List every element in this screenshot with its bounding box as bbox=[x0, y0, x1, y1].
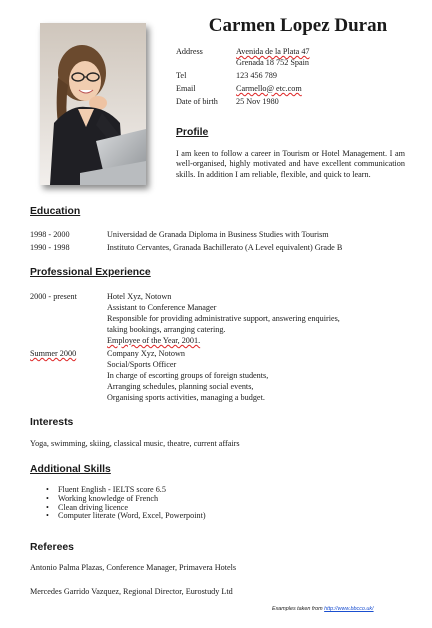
job-period: 2000 - present bbox=[30, 292, 77, 301]
skills-heading: Additional Skills bbox=[30, 464, 111, 475]
candidate-name: Carmen Lopez Duran bbox=[208, 15, 388, 36]
referees-heading: Referees bbox=[30, 542, 74, 553]
job-line: Employee of the Year, 2001. bbox=[107, 336, 201, 345]
education-detail: Instituto Cervantes, Granada Bachillerato (A Level equivalent) Grade B bbox=[107, 243, 343, 252]
list-item: • Fluent English - IELTS score 6.5 bbox=[30, 486, 206, 495]
tel-value: 123 456 789 bbox=[236, 71, 277, 80]
tel-label: Tel bbox=[176, 71, 187, 80]
referee-entry: Mercedes Garrido Vazquez, Regional Director, Eurostudy Ltd bbox=[30, 587, 233, 596]
job-period: Summer 2000 bbox=[30, 349, 77, 358]
job-line: Organising sports activities, managing a budget. bbox=[107, 393, 265, 402]
dob-label: Date of birth bbox=[176, 97, 218, 106]
address-line1: Avenida de la Plata 47 bbox=[236, 47, 310, 56]
job-line: Responsible for providing administrative support, answering enquiries, bbox=[107, 314, 340, 323]
address-line2: Grenada 18 752 Spain bbox=[236, 58, 309, 67]
list-item: • Clean driving licence bbox=[30, 504, 206, 513]
job-line: Hotel Xyz, Notown bbox=[107, 292, 172, 301]
footer-prefix: Examples taken from bbox=[272, 606, 325, 612]
profile-heading: Profile bbox=[176, 127, 209, 138]
profile-photo bbox=[40, 23, 146, 185]
profile-text: I am keen to follow a career in Tourism or Hotel Management. I am well-organised, highly motivated and have excellent communication skills. In addition I am reliable, flexible, and quick to learn. bbox=[176, 149, 405, 179]
list-item: • Computer literate (Word, Excel, Powerpoint) bbox=[30, 512, 206, 521]
email-label: Email bbox=[176, 84, 196, 93]
source-link[interactable]: http://www.bbcco.uk/ bbox=[324, 606, 374, 612]
education-years: 1998 - 2000 bbox=[30, 230, 70, 239]
dob-value: 25 Nov 1980 bbox=[236, 97, 279, 106]
job-line: In charge of escorting groups of foreign students, bbox=[107, 371, 269, 380]
job-line: Arranging schedules, planning social events, bbox=[107, 382, 254, 391]
education-heading: Education bbox=[30, 206, 81, 217]
source-footer bbox=[272, 606, 374, 612]
education-detail: Universidad de Granada Diploma in Business Studies with Tourism bbox=[107, 230, 329, 239]
education-years: 1990 - 1998 bbox=[30, 243, 70, 252]
skills-list bbox=[30, 486, 206, 521]
email-value: Carmello@ etc.com bbox=[236, 84, 302, 93]
referee-entry: Antonio Palma Plazas, Conference Manager, Primavera Hotels bbox=[30, 563, 237, 572]
job-line: Social/Sports Officer bbox=[107, 360, 177, 369]
list-item: • Working knowledge of French bbox=[30, 495, 206, 504]
job-line: Company Xyz, Notown bbox=[107, 349, 186, 358]
job-line: taking bookings, arranging catering. bbox=[107, 325, 226, 334]
address-label: Address bbox=[176, 47, 203, 56]
interests-text: Yoga, swimming, skiing, classical music, theatre, current affairs bbox=[30, 439, 240, 448]
interests-heading: Interests bbox=[30, 417, 74, 428]
job-line: Assistant to Conference Manager bbox=[107, 303, 217, 312]
experience-heading: Professional Experience bbox=[30, 267, 151, 278]
